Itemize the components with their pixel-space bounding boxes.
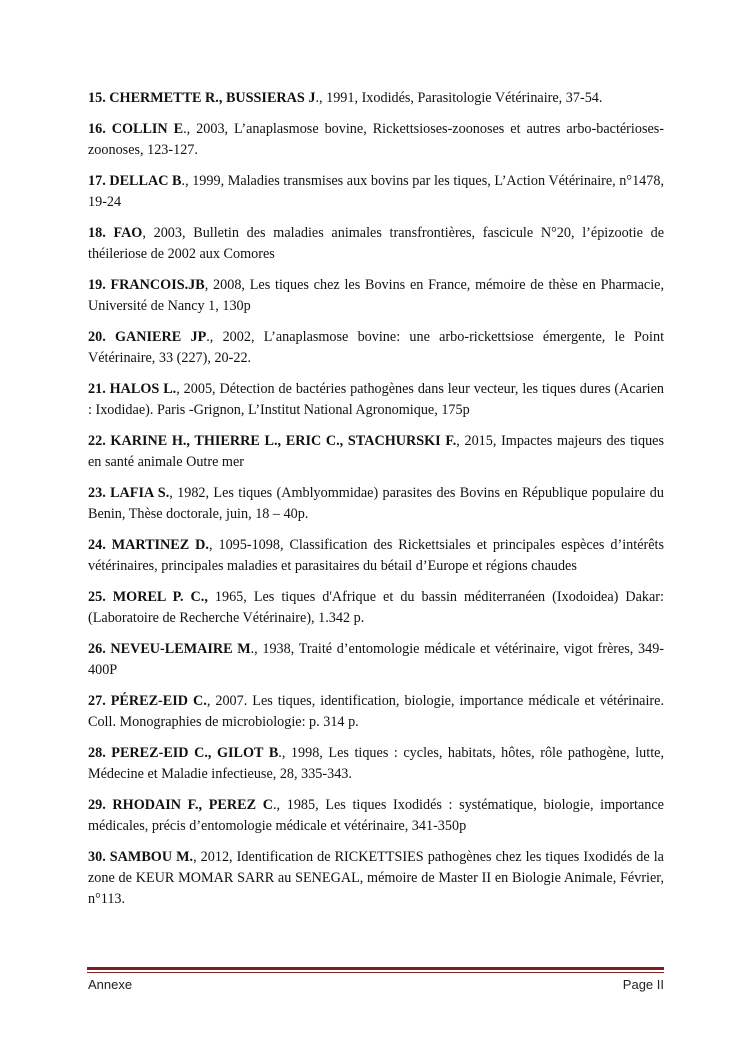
reference-text: ., 1938, Traité d’entomologie médicale et vétérinaire, vigot frères, 349-400P [88, 641, 665, 678]
reference-authors: NEVEU-LEMAIRE M [110, 641, 251, 657]
reference-number: 21. [88, 381, 110, 397]
reference-number: 24. [88, 537, 112, 553]
reference-authors: GANIERE JP [115, 329, 207, 345]
reference-text: , 2007. Les tiques, identification, biologie, importance médicale et vétérinaire. Coll. Monographies de microbiologie: p. 314 p. [88, 693, 664, 730]
reference-text: ., 2002, L’anaplasmose bovine: une arbo-rickettsiose émergente, le Point Vétérinaire, 33 (227), 20-22. [88, 329, 665, 366]
reference-authors: FRANCOIS.JB [110, 277, 205, 293]
reference-number: 16. [88, 121, 112, 137]
reference-number: 30. [88, 849, 110, 865]
reference-text: , 2008, Les tiques chez les Bovins en France, mémoire de thèse en Pharmacie, Université de Nancy 1, 130p [88, 277, 664, 314]
reference-number: 23. [88, 485, 111, 501]
reference-item [88, 431, 664, 473]
reference-item [88, 639, 664, 681]
reference-item [88, 223, 664, 265]
reference-authors: COLLIN E [111, 121, 184, 137]
reference-authors: CHERMETTE R., BUSSIERAS J [109, 90, 316, 106]
reference-number: 20. [88, 329, 115, 345]
reference-authors: DELLAC B [109, 173, 182, 189]
reference-number: 27. [88, 693, 111, 709]
reference-text: , 1095-1098, Classification des Rickettsiales et principales espèces d’intérêts vétérinaires, principales maladies et parasitaires du bétail d’Europe et régions chaudes [88, 537, 664, 574]
reference-number: 15. [88, 90, 110, 106]
reference-number: 29. [88, 797, 113, 813]
reference-number: 18. [88, 225, 114, 241]
reference-text: , 2003, Bulletin des maladies animales transfrontières, fascicule N°20, l’épizootie de théileriose de 2002 aux Comores [88, 225, 664, 262]
reference-authors: PÉREZ-EID C. [110, 693, 207, 709]
footer-section-label: Annexe [88, 977, 133, 992]
reference-text: ., 1999, Maladies transmises aux bovins par les tiques, L’Action Vétérinaire, n°1478, 19-24 [88, 173, 664, 210]
reference-text: , 2012, Identification de RICKETTSIES pathogènes chez les tiques Ixodidés de la zone de KEUR MOMAR SARR au SENEGAL, mémoire de Master II en Biologie Animale, Février, n°113. [88, 849, 664, 907]
reference-number: 19. [88, 277, 111, 293]
reference-item [88, 795, 664, 837]
reference-item [88, 847, 664, 910]
reference-item [88, 587, 664, 629]
reference-text: ., 1991, Ixodidés, Parasitologie Vétérinaire, 37-54. [315, 90, 603, 106]
footer-divider-thin [87, 972, 664, 973]
reference-text: , 2015, Impactes majeurs des tiques en santé animale Outre mer [88, 433, 665, 470]
reference-authors: MARTINEZ D. [111, 537, 209, 553]
reference-item [88, 483, 664, 525]
footer-divider [87, 967, 664, 970]
reference-text: , 1982, Les tiques (Amblyommidae) parasites des Bovins en République populaire du Benin, Thèse doctorale, juin, 18 – 40p. [88, 485, 664, 522]
reference-text: 1965, Les tiques d'Afrique et du bassin méditerranéen (Ixodoidea) Dakar: (Laboratoire de Recherche Vétérinaire), 1.342 p. [88, 589, 664, 626]
reference-number: 25. [88, 589, 113, 605]
reference-number: 26. [88, 641, 111, 657]
reference-authors: FAO [113, 225, 143, 241]
footer-page-number: Page II [622, 977, 664, 992]
reference-text: ., 1985, Les tiques Ixodidés : systématique, biologie, importance médicales, précis d’entomologie médicale et vétérinaire, 341-350p [88, 797, 664, 834]
reference-authors: KARINE H., THIERRE L., ERIC C., STACHURSKI F. [110, 433, 457, 449]
reference-item [88, 379, 664, 421]
reference-item [88, 171, 664, 213]
reference-item [88, 743, 664, 785]
reference-item [88, 691, 664, 733]
reference-authors: PEREZ-EID C., GILOT B [111, 745, 279, 761]
reference-list [88, 88, 664, 920]
reference-number: 17. [88, 173, 110, 189]
reference-text: ., 2003, L’anaplasmose bovine, Rickettsioses-zoonoses et autres arbo-bactérioses-zoonoses, 123-127. [88, 121, 665, 158]
reference-item [88, 119, 664, 161]
reference-item [88, 327, 664, 369]
reference-number: 22. [88, 433, 111, 449]
reference-text: ., 1998, Les tiques : cycles, habitats, hôtes, rôle pathogène, lutte, Médecine et Maladie infectieuse, 28, 335-343. [88, 745, 664, 782]
reference-authors: SAMBOU M. [109, 849, 194, 865]
reference-authors: RHODAIN F., PEREZ C [112, 797, 273, 813]
reference-authors: MOREL P. C., [112, 589, 208, 605]
reference-text: , 2005, Détection de bactéries pathogènes dans leur vecteur, les tiques dures (Acarien : Ixodidae). Paris -Grignon, L’Institut National Agronomique, 175p [88, 381, 665, 418]
reference-item [88, 535, 664, 577]
reference-number: 28. [88, 745, 112, 761]
reference-item [88, 88, 664, 109]
reference-authors: HALOS L. [109, 381, 177, 397]
reference-authors: LAFIA S. [110, 485, 170, 501]
reference-item [88, 275, 664, 317]
